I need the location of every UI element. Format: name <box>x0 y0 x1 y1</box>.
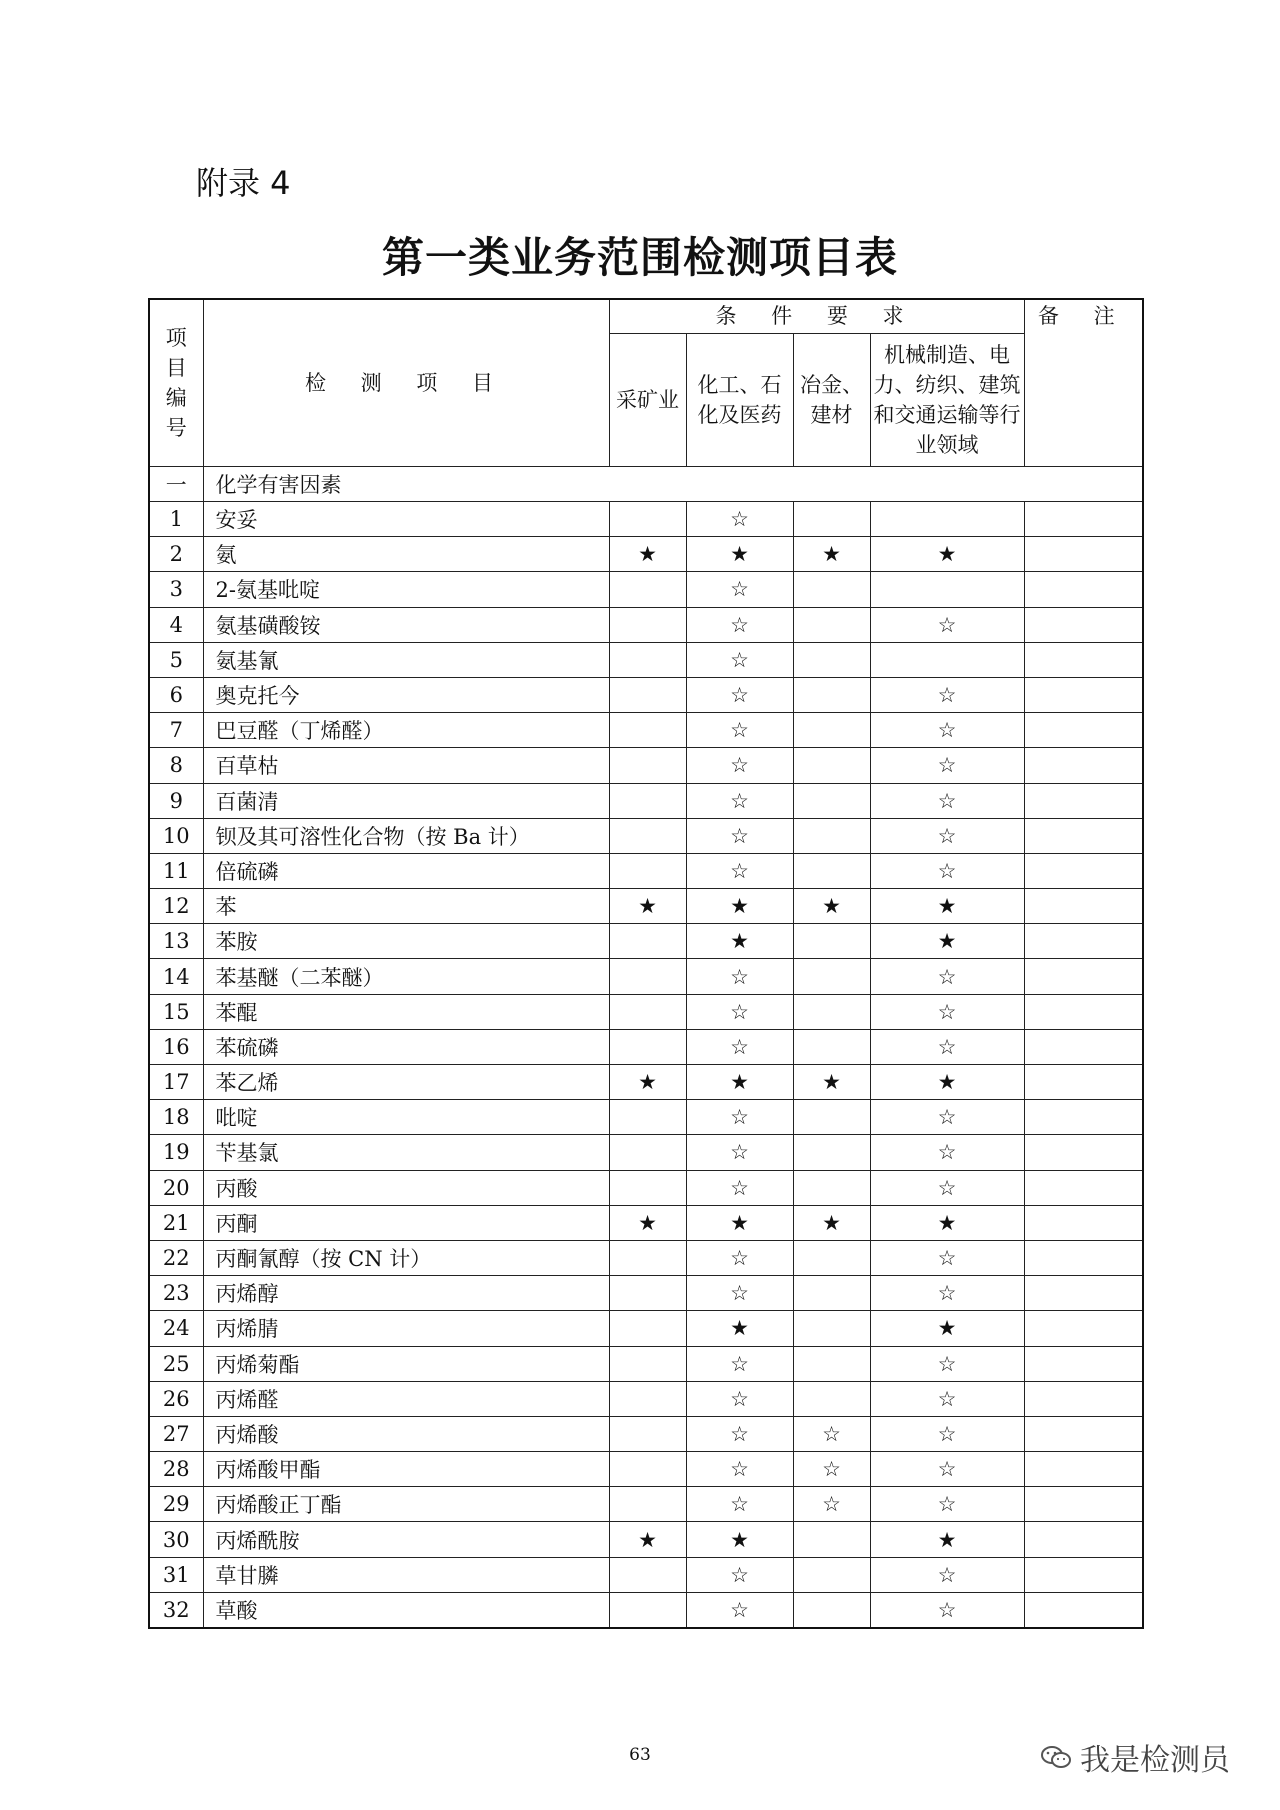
table-row <box>149 1381 1143 1416</box>
mark-mining <box>609 748 686 783</box>
item-number: 1 <box>149 502 203 537</box>
mark-machinery <box>870 572 1024 607</box>
item-name: 丙烯醛 <box>203 1381 609 1416</box>
mark-machinery: ☆ <box>870 1592 1024 1628</box>
mark-machinery: ☆ <box>870 748 1024 783</box>
mark-mining <box>609 1346 686 1381</box>
mark-mining <box>609 1487 686 1522</box>
mark-chemical: ☆ <box>686 1240 793 1275</box>
mark-chemical: ★ <box>686 1065 793 1100</box>
mark-machinery: ★ <box>870 537 1024 572</box>
remark-cell <box>1024 1205 1143 1240</box>
mark-mining: ★ <box>609 1205 686 1240</box>
item-name: 丙酸 <box>203 1170 609 1205</box>
remark-cell <box>1024 572 1143 607</box>
mark-mining <box>609 1592 686 1628</box>
mark-mining <box>609 1557 686 1592</box>
table-row <box>149 783 1143 818</box>
remark-cell <box>1024 994 1143 1029</box>
item-number: 8 <box>149 748 203 783</box>
mark-mining <box>609 818 686 853</box>
item-number: 5 <box>149 642 203 677</box>
mark-metallurgy <box>793 1135 870 1170</box>
item-number: 7 <box>149 713 203 748</box>
item-number: 15 <box>149 994 203 1029</box>
table-row <box>149 924 1143 959</box>
remark-cell <box>1024 853 1143 888</box>
item-number: 12 <box>149 889 203 924</box>
mark-chemical: ☆ <box>686 1029 793 1064</box>
mark-metallurgy <box>793 1276 870 1311</box>
mark-machinery: ☆ <box>870 1346 1024 1381</box>
item-name: 安妥 <box>203 502 609 537</box>
mark-metallurgy: ★ <box>793 1205 870 1240</box>
mark-mining <box>609 572 686 607</box>
table-row <box>149 994 1143 1029</box>
group-name: 化学有害因素 <box>203 467 1143 502</box>
mark-chemical: ☆ <box>686 1276 793 1311</box>
mark-mining <box>609 677 686 712</box>
remark-cell <box>1024 1276 1143 1311</box>
item-name: 丙烯菊酯 <box>203 1346 609 1381</box>
mark-metallurgy <box>793 924 870 959</box>
mark-machinery: ☆ <box>870 1381 1024 1416</box>
remark-cell <box>1024 537 1143 572</box>
mark-chemical: ☆ <box>686 818 793 853</box>
mark-chemical: ★ <box>686 1205 793 1240</box>
mark-mining <box>609 1029 686 1064</box>
item-number: 11 <box>149 853 203 888</box>
mark-mining <box>609 607 686 642</box>
table-row <box>149 642 1143 677</box>
mark-metallurgy <box>793 713 870 748</box>
item-name: 苯胺 <box>203 924 609 959</box>
item-name: 巴豆醛（丁烯醛） <box>203 713 609 748</box>
item-name: 丙烯酸甲酯 <box>203 1452 609 1487</box>
remark-cell <box>1024 1029 1143 1064</box>
remark-cell <box>1024 502 1143 537</box>
remark-cell <box>1024 1100 1143 1135</box>
table-row <box>149 713 1143 748</box>
mark-machinery <box>870 642 1024 677</box>
item-name: 丙烯酸正丁酯 <box>203 1487 609 1522</box>
item-number: 24 <box>149 1311 203 1346</box>
item-name: 百草枯 <box>203 748 609 783</box>
remark-cell <box>1024 1452 1143 1487</box>
mark-chemical: ☆ <box>686 994 793 1029</box>
item-number: 10 <box>149 818 203 853</box>
mark-metallurgy: ☆ <box>793 1487 870 1522</box>
item-number: 28 <box>149 1452 203 1487</box>
header-conditions: 条 件 要 求 <box>609 299 1024 334</box>
mark-metallurgy <box>793 1557 870 1592</box>
item-name: 百菌清 <box>203 783 609 818</box>
mark-chemical: ☆ <box>686 1416 793 1451</box>
mark-machinery: ☆ <box>870 1557 1024 1592</box>
item-name: 苯硫磷 <box>203 1029 609 1064</box>
item-number: 4 <box>149 607 203 642</box>
mark-mining <box>609 1452 686 1487</box>
table-row <box>149 677 1143 712</box>
mark-chemical: ☆ <box>686 713 793 748</box>
table-row <box>149 1135 1143 1170</box>
mark-machinery: ★ <box>870 889 1024 924</box>
item-name: 苯 <box>203 889 609 924</box>
table-row <box>149 818 1143 853</box>
table-row <box>149 1452 1143 1487</box>
header-machinery: 机械制造、电力、纺织、建筑和交通运输等行业领域 <box>870 334 1024 467</box>
mark-machinery: ★ <box>870 1522 1024 1557</box>
remark-cell <box>1024 642 1143 677</box>
mark-machinery: ☆ <box>870 1170 1024 1205</box>
mark-metallurgy <box>793 994 870 1029</box>
item-number: 6 <box>149 677 203 712</box>
mark-chemical: ☆ <box>686 1346 793 1381</box>
mark-machinery: ☆ <box>870 1240 1024 1275</box>
table-row <box>149 1557 1143 1592</box>
mark-metallurgy <box>793 572 870 607</box>
mark-chemical: ☆ <box>686 783 793 818</box>
mark-metallurgy: ★ <box>793 537 870 572</box>
table-row <box>149 572 1143 607</box>
mark-machinery: ☆ <box>870 1276 1024 1311</box>
mark-metallurgy: ★ <box>793 1065 870 1100</box>
item-number: 25 <box>149 1346 203 1381</box>
item-number: 31 <box>149 1557 203 1592</box>
wechat-icon <box>1040 1744 1072 1770</box>
mark-chemical: ☆ <box>686 1452 793 1487</box>
item-name: 氨 <box>203 537 609 572</box>
table-row <box>149 607 1143 642</box>
mark-metallurgy <box>793 1381 870 1416</box>
mark-metallurgy <box>793 1100 870 1135</box>
item-name: 丙烯腈 <box>203 1311 609 1346</box>
mark-chemical: ☆ <box>686 748 793 783</box>
mark-chemical: ★ <box>686 924 793 959</box>
item-number: 17 <box>149 1065 203 1100</box>
item-name: 草甘膦 <box>203 1557 609 1592</box>
table-row <box>149 1522 1143 1557</box>
mark-chemical: ☆ <box>686 959 793 994</box>
table-row <box>149 1170 1143 1205</box>
inspection-items-table <box>148 298 1144 1629</box>
mark-mining <box>609 1381 686 1416</box>
header-remark: 备 注 <box>1024 299 1143 467</box>
mark-machinery: ★ <box>870 1205 1024 1240</box>
table-row <box>149 1240 1143 1275</box>
mark-metallurgy <box>793 607 870 642</box>
item-name: 丙酮氰醇（按 CN 计） <box>203 1240 609 1275</box>
mark-mining <box>609 783 686 818</box>
mark-mining <box>609 1311 686 1346</box>
item-number: 3 <box>149 572 203 607</box>
header-mining: 采矿业 <box>609 334 686 467</box>
appendix-label: 附录 4 <box>196 164 291 202</box>
item-number: 30 <box>149 1522 203 1557</box>
mark-machinery: ☆ <box>870 1029 1024 1064</box>
mark-metallurgy <box>793 1240 870 1275</box>
remark-cell <box>1024 959 1143 994</box>
mark-chemical: ☆ <box>686 1381 793 1416</box>
item-name: 吡啶 <box>203 1100 609 1135</box>
mark-chemical: ☆ <box>686 1100 793 1135</box>
mark-mining <box>609 1135 686 1170</box>
mark-chemical: ☆ <box>686 642 793 677</box>
item-number: 20 <box>149 1170 203 1205</box>
mark-metallurgy <box>793 1170 870 1205</box>
mark-chemical: ☆ <box>686 607 793 642</box>
mark-metallurgy <box>793 959 870 994</box>
mark-chemical: ☆ <box>686 1557 793 1592</box>
watermark-text: 我是检测员 <box>1080 1743 1230 1778</box>
mark-mining <box>609 1240 686 1275</box>
mark-mining <box>609 1276 686 1311</box>
mark-chemical: ☆ <box>686 572 793 607</box>
remark-cell <box>1024 748 1143 783</box>
remark-cell <box>1024 1170 1143 1205</box>
remark-cell <box>1024 1311 1143 1346</box>
mark-machinery: ☆ <box>870 959 1024 994</box>
remark-cell <box>1024 1065 1143 1100</box>
item-name: 倍硫磷 <box>203 853 609 888</box>
header-metallurgy: 冶金、建材 <box>793 334 870 467</box>
item-name: 苯乙烯 <box>203 1065 609 1100</box>
mark-mining: ★ <box>609 537 686 572</box>
mark-metallurgy: ★ <box>793 889 870 924</box>
mark-machinery: ☆ <box>870 1135 1024 1170</box>
mark-metallurgy <box>793 1592 870 1628</box>
remark-cell <box>1024 1416 1143 1451</box>
item-number: 13 <box>149 924 203 959</box>
page-title: 第一类业务范围检测项目表 <box>381 233 898 282</box>
mark-machinery: ☆ <box>870 1452 1024 1487</box>
mark-machinery: ☆ <box>870 994 1024 1029</box>
mark-mining <box>609 924 686 959</box>
page-number: 63 <box>629 1745 651 1765</box>
mark-chemical: ☆ <box>686 1170 793 1205</box>
remark-cell <box>1024 1557 1143 1592</box>
item-number: 19 <box>149 1135 203 1170</box>
mark-machinery: ☆ <box>870 853 1024 888</box>
remark-cell <box>1024 1592 1143 1628</box>
mark-machinery: ☆ <box>870 1100 1024 1135</box>
remark-cell <box>1024 818 1143 853</box>
mark-machinery: ☆ <box>870 818 1024 853</box>
mark-machinery: ★ <box>870 924 1024 959</box>
mark-metallurgy <box>793 677 870 712</box>
item-name: 丙酮 <box>203 1205 609 1240</box>
mark-machinery: ☆ <box>870 713 1024 748</box>
table-row <box>149 1592 1143 1628</box>
mark-mining <box>609 1100 686 1135</box>
table-row <box>149 1311 1143 1346</box>
remark-cell <box>1024 677 1143 712</box>
mark-metallurgy <box>793 1311 870 1346</box>
item-name: 苯基醚（二苯醚） <box>203 959 609 994</box>
mark-mining: ★ <box>609 1065 686 1100</box>
mark-machinery: ☆ <box>870 1487 1024 1522</box>
remark-cell <box>1024 889 1143 924</box>
mark-metallurgy <box>793 818 870 853</box>
table-row <box>149 853 1143 888</box>
table-row <box>149 959 1143 994</box>
mark-mining <box>609 994 686 1029</box>
mark-mining <box>609 502 686 537</box>
table-row <box>149 1029 1143 1064</box>
item-name: 草酸 <box>203 1592 609 1628</box>
remark-cell <box>1024 1346 1143 1381</box>
remark-cell <box>1024 1487 1143 1522</box>
item-number: 2 <box>149 537 203 572</box>
table-row <box>149 1065 1143 1100</box>
remark-cell <box>1024 607 1143 642</box>
mark-metallurgy <box>793 642 870 677</box>
mark-mining <box>609 853 686 888</box>
header-chemical: 化工、石化及医药 <box>686 334 793 467</box>
item-name: 丙烯酸 <box>203 1416 609 1451</box>
item-name: 氨基磺酸铵 <box>203 607 609 642</box>
mark-metallurgy <box>793 783 870 818</box>
item-number: 27 <box>149 1416 203 1451</box>
mark-chemical: ★ <box>686 889 793 924</box>
remark-cell <box>1024 1381 1143 1416</box>
table-row <box>149 1346 1143 1381</box>
remark-cell <box>1024 783 1143 818</box>
mark-machinery <box>870 502 1024 537</box>
mark-machinery: ★ <box>870 1311 1024 1346</box>
mark-machinery: ★ <box>870 1065 1024 1100</box>
remark-cell <box>1024 713 1143 748</box>
table-row <box>149 1487 1143 1522</box>
mark-mining <box>609 959 686 994</box>
item-name: 苄基氯 <box>203 1135 609 1170</box>
table-row <box>149 537 1143 572</box>
item-number: 23 <box>149 1276 203 1311</box>
mark-metallurgy <box>793 502 870 537</box>
mark-chemical: ☆ <box>686 502 793 537</box>
mark-chemical: ☆ <box>686 1592 793 1628</box>
item-number: 21 <box>149 1205 203 1240</box>
mark-mining <box>609 1170 686 1205</box>
table-row <box>149 1416 1143 1451</box>
mark-chemical: ★ <box>686 1311 793 1346</box>
mark-chemical: ☆ <box>686 677 793 712</box>
watermark <box>1040 1735 1230 1779</box>
mark-mining <box>609 642 686 677</box>
mark-metallurgy <box>793 1522 870 1557</box>
mark-metallurgy <box>793 1029 870 1064</box>
table-row <box>149 1100 1143 1135</box>
item-name: 2-氨基吡啶 <box>203 572 609 607</box>
remark-cell <box>1024 1135 1143 1170</box>
table-row <box>149 1276 1143 1311</box>
remark-cell <box>1024 1240 1143 1275</box>
group-number: 一 <box>149 467 203 502</box>
mark-metallurgy: ☆ <box>793 1416 870 1451</box>
table-row <box>149 748 1143 783</box>
header-item-name: 检 测 项 目 <box>203 299 609 467</box>
header-item-number: 项目编号 <box>149 299 203 467</box>
item-number: 29 <box>149 1487 203 1522</box>
item-name: 氨基氰 <box>203 642 609 677</box>
mark-machinery: ☆ <box>870 677 1024 712</box>
mark-metallurgy: ☆ <box>793 1452 870 1487</box>
table-row <box>149 889 1143 924</box>
mark-chemical: ★ <box>686 537 793 572</box>
item-number: 9 <box>149 783 203 818</box>
mark-machinery: ☆ <box>870 783 1024 818</box>
mark-machinery: ☆ <box>870 607 1024 642</box>
mark-chemical: ☆ <box>686 853 793 888</box>
item-number: 16 <box>149 1029 203 1064</box>
mark-chemical: ☆ <box>686 1135 793 1170</box>
table-row <box>149 502 1143 537</box>
mark-metallurgy <box>793 748 870 783</box>
mark-chemical: ★ <box>686 1522 793 1557</box>
remark-cell <box>1024 924 1143 959</box>
mark-chemical: ☆ <box>686 1487 793 1522</box>
mark-metallurgy <box>793 1346 870 1381</box>
item-name: 苯醌 <box>203 994 609 1029</box>
item-name: 丙烯醇 <box>203 1276 609 1311</box>
mark-metallurgy <box>793 853 870 888</box>
mark-machinery: ☆ <box>870 1416 1024 1451</box>
item-number: 18 <box>149 1100 203 1135</box>
remark-cell <box>1024 1522 1143 1557</box>
item-number: 14 <box>149 959 203 994</box>
mark-mining: ★ <box>609 1522 686 1557</box>
item-number: 32 <box>149 1592 203 1628</box>
item-name: 奥克托今 <box>203 677 609 712</box>
mark-mining <box>609 713 686 748</box>
item-number: 26 <box>149 1381 203 1416</box>
table-row <box>149 1205 1143 1240</box>
mark-mining: ★ <box>609 889 686 924</box>
item-number: 22 <box>149 1240 203 1275</box>
item-name: 钡及其可溶性化合物（按 Ba 计） <box>203 818 609 853</box>
mark-mining <box>609 1416 686 1451</box>
item-name: 丙烯酰胺 <box>203 1522 609 1557</box>
